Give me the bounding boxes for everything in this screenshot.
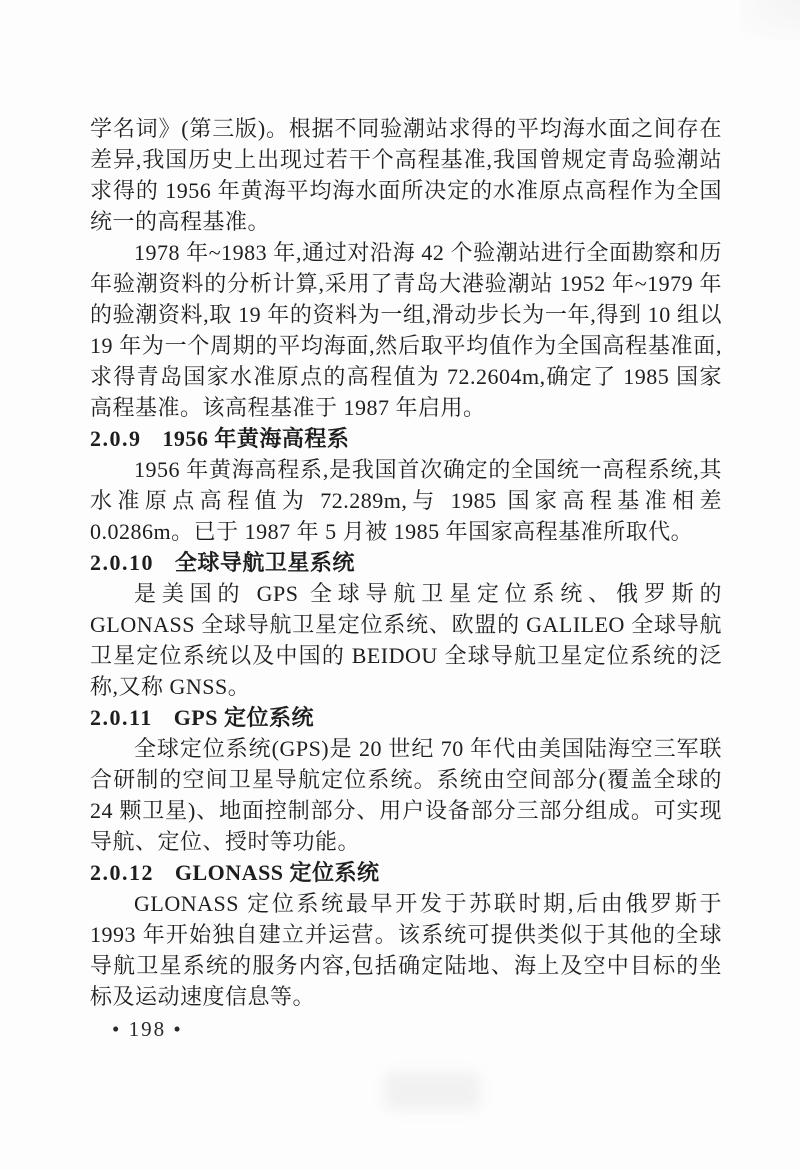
- body-paragraph: 学名词》(第三版)。根据不同验潮站求得的平均海水面之间存在差异,我国历史上出现过若干个高程基准,我国曾规定青岛验潮站求得的 1956 年黄海平均海水面所决定的水准原点高程作为全国统一的高程基准。: [90, 116, 722, 234]
- body-paragraph: 1956 年黄海高程系,是我国首次确定的全国统一高程系统,其水准原点高程值为 72.289m,与 1985 国家高程基准相差 0.0286m。已于 1987 年 5 月被 1985 年国家高程基准所取代。: [90, 457, 722, 544]
- section-title: 1956 年黄海高程系: [162, 426, 350, 451]
- section-title: 全球导航卫星系统: [174, 550, 355, 575]
- section-heading: [90, 547, 722, 578]
- section-number: 2.0.12: [90, 860, 154, 885]
- scan-shade: [740, 0, 800, 40]
- body-paragraph: GLONASS 定位系统最早开发于苏联时期,后由俄罗斯于 1993 年开始独自建立并运营。该系统可提供类似于其他的全球导航卫星系统的服务内容,包括确定陆地、海上及空中目标的坐标及运动速度信息等。: [90, 891, 722, 1009]
- body-paragraph: 全球定位系统(GPS)是 20 世纪 70 年代由美国陆海空三军联合研制的空间卫星导航定位系统。系统由空间部分(覆盖全球的 24 颗卫星)、地面控制部分、用户设备部分三部分组成。可实现导航、定位、授时等功能。: [90, 736, 722, 854]
- scan-artifact: [385, 1072, 480, 1110]
- section-title: GPS 定位系统: [173, 705, 314, 730]
- section-number: 2.0.10: [90, 550, 154, 575]
- section-heading: [90, 857, 722, 888]
- body-paragraph: 是美国的 GPS 全球导航卫星定位系统、俄罗斯的 GLONASS 全球导航卫星定位系统、欧盟的 GALILEO 全球导航卫星定位系统以及中国的 BEIDOU 全球导航卫星定位系统的泛称,又称 GNSS。: [90, 581, 722, 699]
- section-number: 2.0.11: [90, 705, 153, 730]
- body-paragraph: 1978 年~1983 年,通过对沿海 42 个验潮站进行全面勘察和历年验潮资料的分析计算,采用了青岛大港验潮站 1952 年~1979 年的验潮资料,取 19 年的资料为一组,滑动步长为一年,得到 10 组以 19 年为一个周期的平均海面,然后取平均值作为全国高程基准面,求得青岛国家水准原点的高程值为 72.2604m,确定了 1985 国家高程基准。该高程基准于 1987 年启用。: [90, 240, 722, 420]
- section-title: GLONASS 定位系统: [174, 860, 380, 885]
- section-number: 2.0.9: [90, 426, 142, 451]
- section-heading: [90, 702, 722, 733]
- section-heading: [90, 423, 722, 454]
- page-number: • 198 •: [112, 1017, 183, 1041]
- page-content: [90, 113, 722, 1012]
